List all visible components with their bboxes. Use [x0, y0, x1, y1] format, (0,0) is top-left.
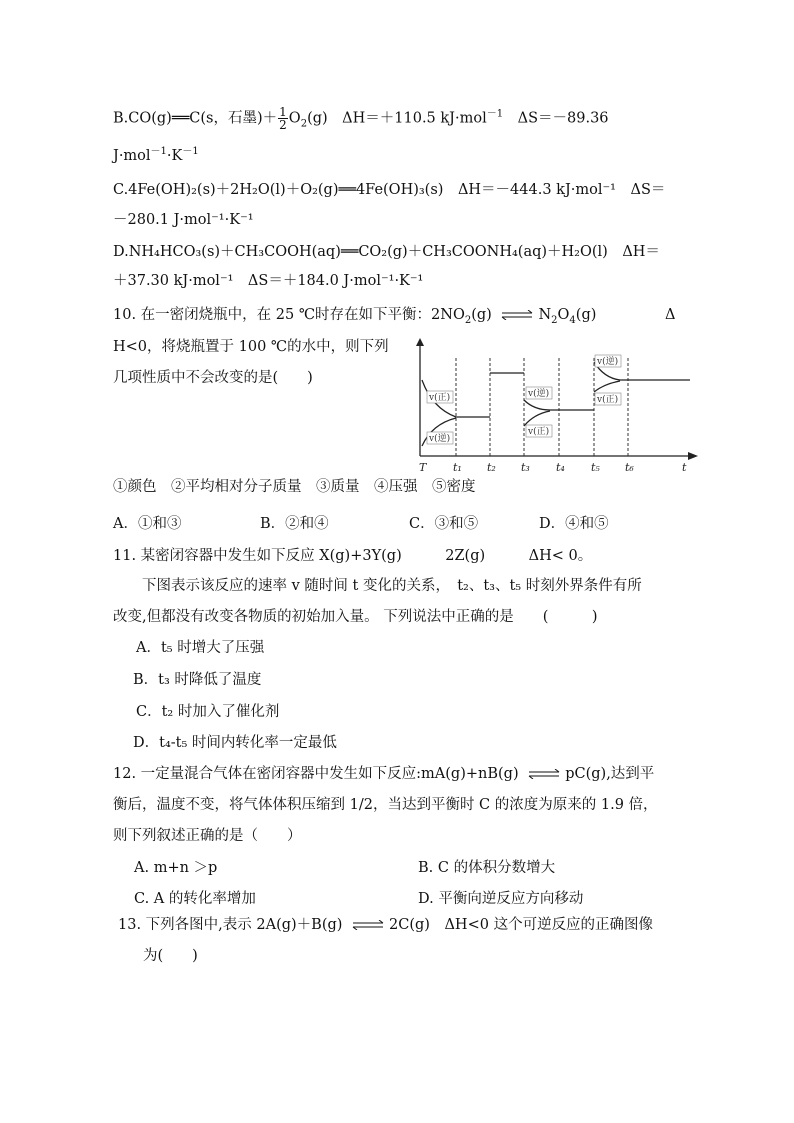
q10-items: ①颜色 ②平均相对分子质量 ③质量 ④压强 ⑤密度	[113, 479, 476, 495]
q10-option-d: D．④和⑤	[539, 516, 609, 532]
option-b-entropy: ΔS＝－89.36	[503, 110, 609, 127]
o2-symbol: O	[288, 110, 301, 127]
fraction-denominator: 2	[279, 118, 287, 132]
tick-label: t₄	[556, 461, 565, 474]
x-axis-label: t	[682, 461, 687, 474]
q12-line3: 则下列叙述正确的是（ ）	[113, 828, 302, 844]
q12-option-c: C. A 的转化率增加	[134, 891, 256, 907]
tick-label: t₆	[625, 461, 634, 474]
q10-line2: H<0，将烧瓶置于 100 ℃的水中，则下列	[113, 339, 389, 355]
q10-delta: Δ	[665, 307, 676, 323]
option-b-exponent: －1	[486, 108, 504, 120]
tick-label: T	[419, 461, 427, 474]
option-d-line1: D.NH₄HCO₃(s)＋CH₃COOH(aq)══CO₂(g)＋CH₃COONH₄(aq)＋H₂O(l) ΔH＝	[113, 244, 660, 260]
no2-subscript: 2	[464, 314, 472, 326]
q10-option-a: A．①和③	[113, 516, 182, 532]
curve-v-forward-3	[524, 411, 550, 426]
x-axis-arrow-icon	[688, 452, 698, 460]
q11-option-d: D．t₄-t₅ 时间内转化率一定最低	[133, 735, 337, 751]
option-b-prefix: B.CO(g)══C(s，石墨)＋	[113, 110, 278, 127]
equilibrium-arrow-icon	[351, 920, 385, 930]
unit-exponent-1: －1	[150, 146, 167, 158]
q12-option-b: B. C 的体积分数增大	[418, 860, 556, 876]
q11-line1: 11. 某密闭容器中发生如下反应 X(g)+3Y(g) 2Z(g) ΔH< 0。	[113, 548, 593, 564]
option-b-enthalpy: (g) ΔH＝＋110.5 kJ·mol	[307, 110, 487, 127]
svg-text:v(正): v(正)	[528, 427, 550, 437]
curve-label	[526, 425, 552, 437]
n2-subscript: 2	[551, 314, 558, 326]
svg-text:v(正): v(正)	[429, 393, 451, 403]
q12-option-d: D. 平衡向逆反应方向移动	[418, 891, 584, 907]
fraction-half	[278, 106, 288, 131]
tick-label: t₅	[591, 461, 600, 474]
tick-label: t₂	[487, 461, 496, 474]
q13-line1	[118, 915, 653, 935]
rate-time-chart	[410, 338, 700, 476]
q13-stem-end: 2C(g) ΔH<0 这个可逆反应的正确图像	[389, 917, 654, 933]
option-c-line1: C.4Fe(OH)₂(s)＋2H₂O(l)＋O₂(g)══4Fe(OH)₃(s) ΔH＝－444.3 kJ·mol⁻¹ ΔS＝	[113, 182, 666, 198]
n-symbol: N	[538, 307, 552, 323]
y-axis-arrow-icon	[416, 338, 424, 346]
curve-label	[595, 393, 621, 405]
q12-option-a: A. m+n ＞p	[134, 860, 218, 876]
q11-option-c: C．t₂ 时加入了催化剂	[136, 704, 280, 720]
curve-v-forward-4	[594, 381, 620, 392]
q10-stem: 10. 在一密闭烧瓶中，在 25 ℃时存在如下平衡：2NO	[113, 307, 465, 323]
option-d-line2: ＋37.30 kJ·mol⁻¹ ΔS＝＋184.0 J·mol⁻¹·K⁻¹	[113, 273, 424, 289]
svg-text:v(逆): v(逆)	[528, 389, 550, 399]
q11-option-a: A．t₅ 时增大了压强	[136, 640, 265, 656]
q10-line1	[113, 305, 596, 325]
q12-stem-end: pC(g),达到平	[565, 766, 655, 782]
svg-text:v(逆): v(逆)	[429, 434, 451, 444]
q11-option-b: B．t₃ 时降低了温度	[133, 672, 262, 688]
q10-option-c: C．③和⑤	[409, 516, 479, 532]
svg-text:v(正): v(正)	[597, 395, 619, 405]
q13-stem: 13. 下列各图中,表示 2A(g)＋B(g)	[118, 917, 343, 933]
unit-text: J·mol	[113, 148, 151, 164]
tick-label: t₃	[521, 461, 530, 474]
unit-exponent-2: －1	[182, 146, 199, 158]
option-b-line1	[113, 106, 609, 131]
curve-label	[427, 391, 453, 403]
q13-line2: 为( )	[143, 948, 198, 964]
o4-subscript: 4	[569, 314, 576, 326]
q11-line2: 下图表示该反应的速率 v 随时间 t 变化的关系， t₂、t₃、t₅ 时刻外界条件有所	[142, 578, 642, 594]
q11-line3: 改变,但都没有改变各物质的初始加入量。 下列说法中正确的是 ( )	[113, 609, 598, 625]
q10-option-b: B．②和④	[260, 516, 329, 532]
q12-line2: 衡后，温度不变，将气体体积压缩到 1/2，当达到平衡时 C 的浓度为原来的 1.9 倍，	[113, 797, 658, 813]
o2-subscript: 2	[300, 118, 308, 130]
n2o4-state: (g)	[575, 307, 597, 323]
tick-label: t₁	[453, 461, 462, 474]
q12-line1	[113, 764, 654, 784]
equilibrium-arrow-icon	[527, 769, 561, 779]
q12-stem: 12. 一定量混合气体在密闭容器中发生如下反应:mA(g)+nB(g)	[113, 766, 519, 782]
q10-state: (g)	[471, 307, 492, 323]
equilibrium-arrow-icon	[500, 310, 534, 320]
fraction-numerator: 1	[279, 105, 287, 119]
curve-label	[427, 432, 453, 444]
option-c-line2: －280.1 J·mol⁻¹·K⁻¹	[113, 212, 254, 228]
curve-label	[526, 387, 552, 399]
svg-text:v(逆): v(逆)	[597, 357, 619, 367]
option-b-line2	[113, 146, 199, 166]
o-symbol: O	[557, 307, 570, 323]
unit-k: ·K	[166, 148, 183, 164]
q10-line3: 几项性质中不会改变的是( )	[113, 370, 313, 386]
curve-label	[595, 355, 621, 367]
